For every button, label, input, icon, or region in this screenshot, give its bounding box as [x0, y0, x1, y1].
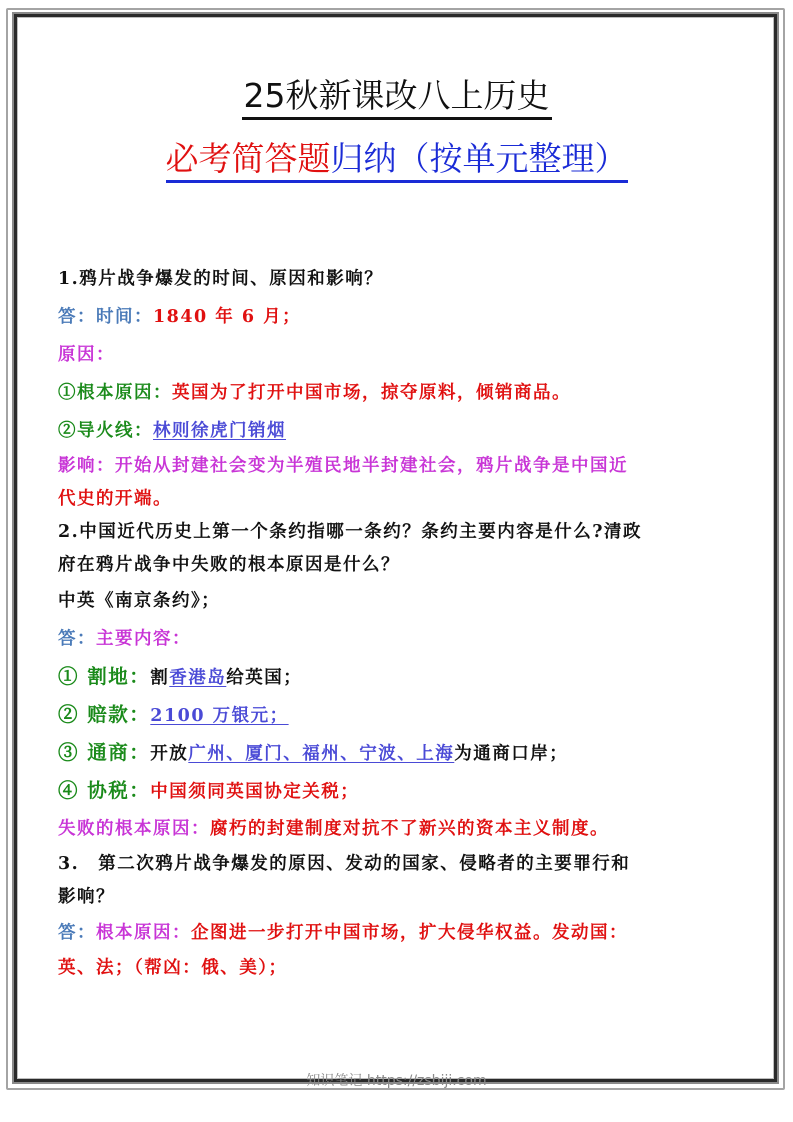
q2-answer — [58, 620, 748, 658]
q2-answer-prefix: 答： — [58, 629, 96, 649]
q1-question: 1.鸦片战争爆发的时间、原因和影响？ — [58, 269, 384, 289]
q2-item1-pre: 割 — [150, 668, 170, 688]
q2-item2 — [58, 696, 748, 734]
q1-fuse-label: ②导火线： — [58, 421, 153, 441]
q2-treaty: 中英《南京条约》； — [58, 591, 221, 611]
document-title-text: 25秋新课改八上历史 — [242, 76, 552, 120]
subtitle-red: 必考简答题 — [165, 139, 331, 178]
q2-item4-value: 中国须同英国协定关税； — [150, 782, 360, 802]
q1-root-label: ①根本原因： — [58, 383, 172, 403]
q2-question-line2: 府在鸦片战争中失败的根本原因是什么？ — [58, 555, 400, 575]
q3-answer-prefix: 答： — [58, 923, 96, 943]
q2-item2-link: 2100 万银元； — [150, 706, 289, 726]
q2-item1-label: ① 割地： — [58, 665, 151, 688]
q2-item3 — [58, 734, 748, 772]
footer-watermark: 知识笔记 https://zsbiji.com — [306, 1073, 487, 1089]
q3-root-value: 企图进一步打开中国市场，扩大侵华权益。发动国： — [191, 923, 628, 943]
q2-item3-label: ③ 通商： — [58, 741, 151, 764]
q1-impact-line1 — [58, 450, 748, 483]
q1-impact-text1: 影响：开始从封建社会变为半殖民地半封建社会，鸦片战争是中国近 — [58, 456, 628, 476]
document-subtitle — [0, 138, 793, 180]
q2-item4 — [58, 772, 748, 810]
document-title — [0, 76, 793, 116]
q1-time — [58, 298, 748, 336]
q2-failure — [58, 810, 748, 848]
q3-question-line1: 3. 第二次鸦片战争爆发的原因、发动的国家、侵略者的主要罪行和 — [58, 854, 631, 874]
document-subtitle-wrap — [166, 139, 628, 183]
q1-root-cause — [58, 374, 748, 412]
q2-failure-label: 失败的根本原因： — [58, 819, 210, 839]
q2-item1-post: 给英国； — [226, 668, 303, 688]
q2-item1-link: 香港岛 — [169, 668, 227, 688]
q2-question-line1: 2.中国近代历史上第一个条约指哪一条约？条约主要内容是什么?清政 — [58, 522, 643, 542]
q3-question-line2: 影响？ — [58, 887, 115, 907]
q2-item3-post: 为通商口岸； — [454, 744, 569, 764]
q2-item2-label: ② 赔款： — [58, 703, 151, 726]
q1-time-value: 1840 年 6 月； — [153, 307, 302, 327]
q2-item3-pre: 开放 — [150, 744, 189, 764]
q2-item1 — [58, 658, 748, 696]
q3-line2: 英、法；（帮凶：俄、美）； — [58, 958, 288, 978]
q1-fuse-value: 林则徐虎门销烟 — [153, 421, 286, 441]
q3-root-label: 根本原因： — [96, 923, 191, 943]
q1-cause-label: 原因： — [58, 345, 115, 365]
q2-item4-label: ④ 协税： — [58, 779, 151, 802]
q1-fuse — [58, 412, 748, 450]
document-body — [58, 260, 748, 985]
q2-failure-value: 腐朽的封建制度对抗不了新兴的资本主义制度。 — [210, 819, 609, 839]
q1-impact-line2: 代史的开端。 — [58, 489, 172, 509]
q1-time-prefix: 答：时间： — [58, 307, 153, 327]
q1-root-value: 英国为了打开中国市场，掠夺原料，倾销商品。 — [172, 383, 571, 403]
subtitle-blue: 归纳（按单元整理） — [330, 139, 628, 178]
q3-answer — [58, 914, 748, 952]
q2-item3-link: 广州、厦门、福州、宁波、上海 — [188, 744, 455, 764]
q2-answer-label: 主要内容： — [96, 629, 191, 649]
